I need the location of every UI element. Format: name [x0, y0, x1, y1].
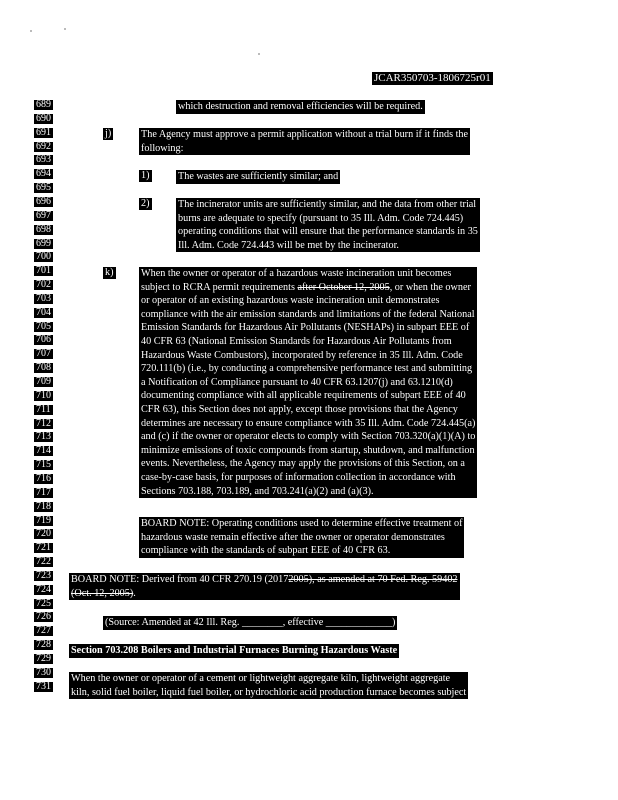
- line-number: 699: [36, 237, 51, 249]
- text-line: Ill. Adm. Code 724.443 will be met by the incinerator.: [178, 239, 399, 251]
- text-line: events. Nevertheless, the Agency may apply the provisions of this Section, on a: [141, 458, 465, 470]
- item-label-k: k): [105, 267, 114, 278]
- line-number: 710: [36, 389, 51, 401]
- item-label-2: 2): [141, 198, 150, 209]
- line-number: 731: [36, 680, 51, 692]
- text-line: 40 CFR 63 (National Emission Standards for Hazardous Air Pollutants from: [141, 335, 452, 347]
- text-segment: subject to RCRA permit requirements: [141, 281, 298, 293]
- scan-speck: [258, 53, 260, 55]
- line-number: 717: [36, 486, 51, 498]
- text-line: compliance with the standards of subpart EEE of 40 CFR 63.: [141, 545, 391, 557]
- text-segment: .: [133, 587, 136, 599]
- line-number: 724: [36, 583, 51, 595]
- line-number: 696: [36, 195, 51, 207]
- text-line: CFR 63), this Section does not apply, except those provisions that the Agency: [141, 403, 458, 415]
- line-number: 725: [36, 597, 51, 609]
- line-number: 719: [36, 514, 51, 526]
- scan-speck: [30, 30, 32, 32]
- board-note-operating-conditions: [139, 517, 464, 558]
- text-line: minimize emissions of toxic compounds from startup, shutdown, and malfunction: [141, 444, 475, 456]
- line-number: 709: [36, 376, 51, 387]
- line-number: 730: [36, 666, 51, 678]
- line-number: 713: [36, 431, 51, 443]
- line-number: 697: [36, 209, 51, 221]
- text-line: The Agency must approve a permit application without a trial burn if it finds the: [141, 129, 469, 140]
- text-line: 720.111(b) (i.e., by conducting a comprehensive performance test and submitting: [141, 363, 473, 375]
- text-line: compliance with the air emission standards and limitations of the federal National: [141, 308, 475, 320]
- line-number: 706: [36, 334, 51, 346]
- line-number: 707: [36, 348, 51, 360]
- struck-text: after October 12, 2005: [297, 281, 390, 293]
- line-number: 723: [36, 569, 51, 581]
- line-number: 705: [36, 320, 51, 332]
- line-number: 704: [36, 306, 51, 318]
- line-number: 695: [36, 182, 51, 194]
- text-line: [71, 587, 458, 601]
- text-line: determines are necessary to ensure compliance with 35 Ill. Adm. Code 724.445(a): [141, 417, 476, 429]
- text-line: [141, 281, 475, 295]
- text-line: which destruction and removal efficiencies will be required.: [178, 101, 423, 112]
- struck-text: (Oct. 12, 2005): [71, 587, 134, 599]
- line-number: 726: [36, 611, 51, 623]
- text-segment: ): [392, 617, 396, 628]
- document-id: JCAR350703-1806725r01: [374, 72, 491, 84]
- text-line: hazardous waste remain effective after the owner or operator demonstrates: [141, 531, 445, 543]
- board-note-derived-from: [69, 573, 460, 600]
- paragraph-689: [176, 100, 425, 114]
- text-line: [71, 573, 458, 587]
- line-number: 727: [36, 625, 51, 637]
- text-line: The wastes are sufficiently similar; and: [178, 171, 339, 182]
- line-number: 691: [36, 126, 51, 138]
- line-number: 728: [36, 639, 51, 651]
- line-number: 720: [36, 528, 51, 540]
- text-line: kiln, solid fuel boiler, liquid fuel boiler, or hydrochloric acid production furnace becomes subject: [71, 686, 467, 698]
- blank-field: _____________: [325, 617, 392, 628]
- text-line: following:: [141, 142, 184, 154]
- text-line: Sections 703.188, 703.189, and 703.241(a)(2) and (a)(3).: [141, 485, 374, 497]
- section-paragraph: [69, 672, 468, 699]
- item-label-j: j): [105, 128, 112, 139]
- line-number: 702: [36, 279, 51, 290]
- text-line: Hazardous Waste Combustors), incorporated by reference in 35 Ill. Adm. Code: [141, 349, 463, 361]
- paragraph-item-k: [139, 267, 477, 498]
- text-line: Emission Standards for Hazardous Air Pollutants (NESHAPs) in subpart EEE of: [141, 322, 470, 334]
- line-number: 714: [36, 445, 51, 457]
- line-number: 703: [36, 292, 51, 304]
- text-segment: (Source: Amended at 42 Ill. Reg.: [105, 617, 242, 628]
- line-number: 689: [36, 99, 51, 110]
- text-line: and (c) if the owner or operator elects to comply with Section 703.320(a)(1)(A) to: [141, 431, 476, 443]
- scan-speck: [64, 28, 66, 30]
- line-number: 729: [36, 653, 51, 664]
- text-line: or operator of an existing hazardous waste incineration unit demonstrates: [141, 295, 440, 307]
- section-heading: [69, 644, 399, 658]
- line-number: 711: [36, 403, 51, 415]
- text-line: [105, 616, 395, 630]
- line-number: 715: [36, 459, 51, 471]
- source-note: [103, 616, 397, 630]
- blank-field: ________: [241, 617, 283, 628]
- text-line: The incinerator units are sufficiently similar, and the data from other trial: [178, 199, 477, 210]
- line-number: 716: [36, 472, 51, 484]
- line-number: 694: [36, 168, 51, 180]
- text-line: When the owner or operator of a hazardous waste incineration unit becomes: [141, 268, 452, 279]
- text-line: Section 703.208 Boilers and Industrial Furnaces Burning Hazardous Waste: [71, 645, 398, 656]
- line-number: 700: [36, 251, 51, 263]
- item-label-1: 1): [141, 170, 150, 181]
- text-line: case-by-case basis, for purposes of information collection in accordance with: [141, 471, 456, 483]
- text-segment: , effective: [282, 617, 326, 628]
- paragraph-item-j: [139, 128, 470, 155]
- line-number: 718: [36, 500, 51, 512]
- line-number: 712: [36, 417, 51, 429]
- line-number: 708: [36, 362, 51, 374]
- struck-text: 2005), as amended at 70 Fed. Reg. 59402: [288, 574, 458, 585]
- text-line: burns are adequate to specify (pursuant to 35 Ill. Adm. Code 724.445): [178, 212, 464, 224]
- text-line: documenting compliance with all applicable requirements of subpart EEE of 40: [141, 390, 466, 402]
- text-line: operating conditions that will ensure that the performance standards in 35: [178, 226, 478, 238]
- paragraph-item-2: [176, 198, 480, 252]
- line-number: 692: [36, 140, 51, 152]
- text-segment: , or when the owner: [389, 281, 471, 293]
- text-line: a Notification of Compliance pursuant to 40 CFR 63.1207(j) and 63.1210(d): [141, 376, 453, 388]
- line-number: 722: [36, 556, 51, 567]
- line-number: 698: [36, 223, 51, 235]
- line-number: 721: [36, 542, 51, 554]
- text-line: When the owner or operator of a cement or lightweight aggregate kiln, lightweight aggregate: [71, 673, 451, 684]
- line-number: 701: [36, 265, 51, 277]
- line-number: 690: [36, 112, 51, 124]
- text-segment: BOARD NOTE: Derived from 40 CFR 270.19 (2017: [71, 574, 289, 585]
- text-line: BOARD NOTE: Operating conditions used to determine effective treatment of: [141, 518, 463, 529]
- line-number: 693: [36, 154, 51, 166]
- paragraph-item-1: [176, 170, 340, 184]
